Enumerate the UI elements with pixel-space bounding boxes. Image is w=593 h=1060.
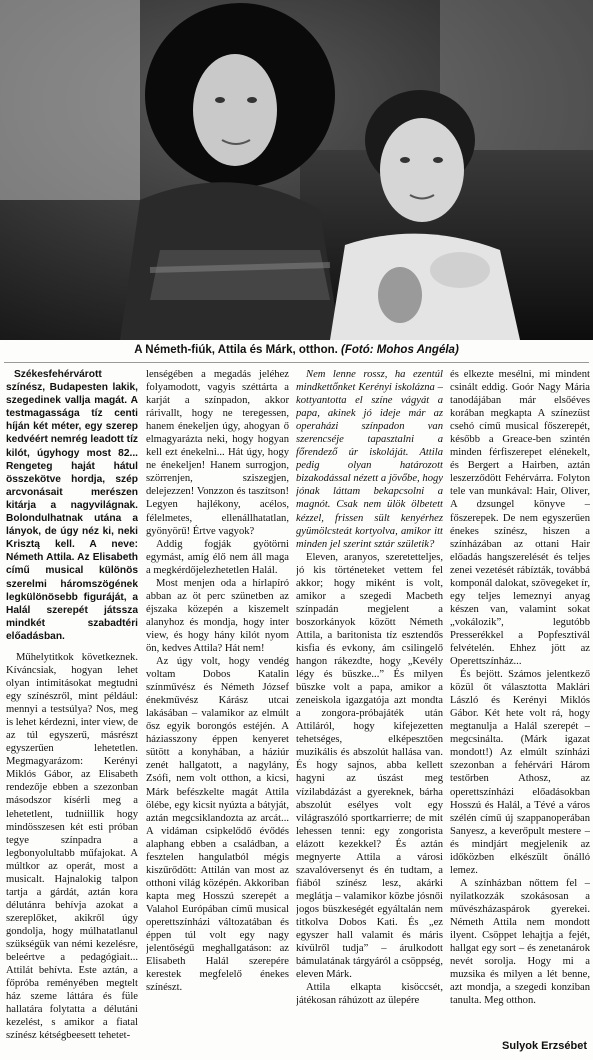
body-paragraph: A színházban nőttem fel – nyilatkozzák szokásosan a művészházaspárok gyerekei. Németh Attila nem mondott ilyent. Csöppet lehajtja a fejét, hallgat egy sort – és zenetanárok nevét sorolja. Hogy mi a muzsika és milyen a lét benne, azt mondja, a szegedi konziban tanulta. Meg otthon. (450, 877, 590, 1007)
photo-attila-and-mark (0, 0, 593, 340)
body-paragraph: Attila elkapta kisöccsét, játékosan ráhúzott az ülepére (296, 982, 443, 1007)
body-paragraph: lenségében a megadás jeléhez folyamodott, vagyis széttárta a karját a színpadon, akkor rárivallt, hogy ne teregessen, hanem énekeljen úgy, ahogyan ő elmagyarázta neki, hogy hogyan kell ezt énekelni... Hát úgy, hogy ne énekeljen! Hanem surrogjon, szörrenjen, sziszegjen, delejezzen! Vonzzon és taszítson! Legyen hajlékony, acélos, félelmetes, ellenállhatatlan, gyönyörű! Értve vagyok? (146, 369, 289, 537)
photo-caption (0, 342, 593, 358)
column-4 (450, 368, 590, 1050)
column-3 (296, 368, 443, 1050)
column-1 (6, 368, 138, 1050)
body-paragraph: Most menjen oda a hírlapíró abban az öt perc szünetben az éjszaka közepén a kiszemelt alanyhoz és mondja, hogy inter view, és hogy hány kilót nyom ön, kedves Attila? Hát nem! (146, 577, 289, 654)
column-2 (146, 368, 289, 1050)
body-paragraph: Nem lenne rossz, ha ezentúl mindkettőnket Kerényi iskolázna – kottyantotta el színe vágyát a papa, akinek jó ideje már az operaházi színpadon van szerencséje tapasztalni a főrendező úr iskoláját. Attila pedig olyan határozott bizakodással nézett a jövőbe, hogy jónak láttam bekapcsolni a magnót. Csak nem ülök ölbetett kézzel, frissen sült kenyérhez gyümölcsteát kortyolva, amikor itt minden jel szerint sztár születik? (296, 369, 443, 550)
body-paragraph: Eleven, aranyos, szeretetteljes, jó kis történeteket vettem fel akkor; hogy miként is volt, amikor a szegedi Macbeth színpadán megjelent a boszorkányok között Németh Attila, a baritonista tíz esztendős kisfia és evkony, ám csilingelő hangon rákezdte, hogy „Kevély légy és büszke...” És milyen büszke volt a papa, amikor a zeneiskola igazgatója azt mondta a zongora-próbajáték után Attiláról, hogy kifejezetten tehetséges, elképesztően muzikális és abszolút hallása van. És hogy sajnos, abba kellett hagyni az úszást meg vízilabdázást a gyereknek, bárha abszolút esélyes volt egy világraszóló sportkarrierre; de mit lehessen tenni: egy zongorista elázott kezekkel? És aztán megnyerte Attila a városi szavalóversenyt és én tudtam, a fiából színész lesz, akárki meglátja – valamikor közbe jósnői jogos büszkeségét egyáltalán nem titkolva Dobos Kati. És „ez egyszer hall valamit és máris kívülről tudja” – árulkodott bámulatának tárgyáról a csöppség, eleven Márk. (296, 551, 443, 981)
body-paragraph: Addig fogják gyötörni egymást, amíg élő nem áll maga a megkérdőjelezhetetlen Halál. (146, 538, 289, 576)
lead-paragraph (6, 368, 138, 643)
body-paragraph: Műhelytitkok következnek. Kíváncsiak, hogyan lehet olyan intimitásokat megtudni egy színészről, mint például: mennyi a testsúlya? Nos, meg is lehet kérdezni, inter view, de az túl egyszerű, másrészt egyszerűen lehetetlen. Megmagyarázom: Kerényi Miklós Gábor, az Elisabeth rendezője ebben a szezonban másodszor kísérli meg a lehetetlent, tudniillik hogy mindösszesen két esti próban tegye színpadra a legbonyolultabb műfajokat. A múltkor az operát, most a musicalt. Hajnalokig talpon tartja a gárdát, aztán kora délutánra behívja azokat a szereplőket, akikről úgy gondolja, hogy múlhatatlanul szükségük van némi kezelésre, beleértve a pedagógiait... Attilát behívta. Este aztán, a főpróba reményében megtelt ház szeme láttára és füle hallatára folytatta a délutáni kezelést, s amikor a fiatal színész kétségbeesett tehetet- (6, 651, 138, 1042)
body-paragraph: és elkezte mesélni, mi mindent csinált eddig. Goór Nagy Mária tanodájában már elsőéves korában megkapta A színezüst csehó című musical főszerepét, később a Greace-ben szintén minden férfiszerepet elénekelt, és Bergert a Hairben, aztán leszerződött Fehérvárra. Folyton tele van munkával: Hair, Oliver, A dzsungel könyve – főszerepek. De nem egyszerűen énekes színész, hiszen a színházában az ottani Hair előadás hangszerelését és teljes zenei vezetését rábízták, továbbá komponál dalokat, szövegeket ír, egy teljes lemeznyi anyag készen van, valamint sokat „vokálozik”, legutóbb Presserékkel a Popfesztivál felvételén. Ehhez jött az Operettszínház... (450, 369, 590, 668)
divider (4, 362, 589, 363)
photo-illustration (0, 0, 593, 340)
lead-text: Székesfehérvárott színész, Budapesten lakik, szegedinek vallja magát. A testmagassága tíz centi híján két méter, egy szerep kedvéért nemrég leadott tíz kilót, úgyhogy most 82... Rengeteg haját hátul összekötve hordja, szép arcvonásait merészen kitárja a nagyvilágnak. Bolondulhatnak utána a lányok, de úgy néz ki, neki Krisztą kell. A neve: Németh Attila. Az Elisabeth című musical különös szerelmi háromszögének legkülönösebb figuráját, a Halál szerepét játssza mindkét szabadtéri előadásban. (6, 369, 138, 642)
caption-text: A Németh-fiúk, Attila és Márk, otthon. (134, 344, 338, 356)
body-paragraph: És bejött. Számos jelentkező közül őt választotta Maklári László és Kerényi Miklós Gábor. Két hete volt rá, hogy megtanulja a Halál szerepét – megcsinálta. (Márk igazat mondott!) Az elmúlt színházi szezonban a fehérvári Három testőrben Athosz, az operettszínházi előadásokban Hosszú és Halál, a Tévé a város szélén című új szappanoperában Sanyesz, a keverőpult mestere – és mindjárt megjelenik az időközben elkészült önálló lemez. (450, 669, 590, 876)
caption-credit: (Fotó: Mohos Angéla) (341, 344, 459, 356)
body-paragraph: Az úgy volt, hogy vendég voltam Dobos Katalin színművész és Németh József énekművész Kárász utcai lakásában – valamikor az elmúlt ősz egyik borongós estéjén. A háziasszony éppen kenyeret sütött a konyhában, a háziúr zenét hallgatott, a nagylány, Zsófi, nem volt otthon, a kicsi, Márk befészkelte magát Attila ölébe, egy kicsit nyúzta a bátyját, aztán megcsiklandozta az arcát... A vidáman csipkelődő évődés alaphang ebben a családban, a fesztelen hangulatból mégis kiszűrődött: Attilán van most az otthoni világ középén. Akkoriban kapta meg Hosszú szerepét a Valahol Európában című musical operettszínházi változatában és éppen túl volt egy nagy jelentőségű meghallgatáson: az Elisabeth Halál szerepére kerestek megfelelő énekes színészt. (146, 656, 289, 994)
author-byline: Sulyok Erzsébet (502, 1040, 587, 1052)
